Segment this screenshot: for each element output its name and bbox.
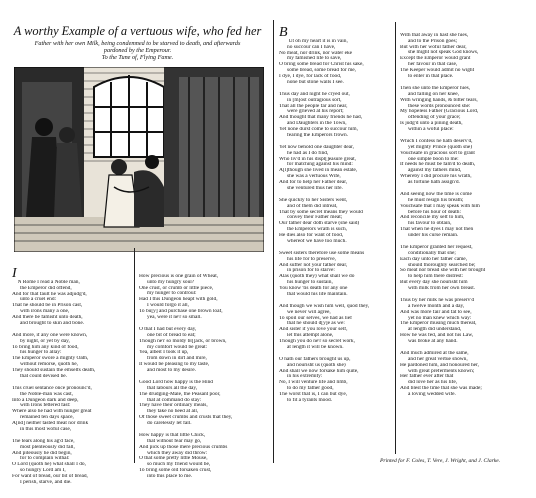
verse-line: that at command do stay: [147,397,202,403]
verse-line: were grieved at his report; [287,109,344,115]
verse-line: And there be famisht unto death, [12,315,83,321]
verse-line: she ventured thus her life. [287,185,343,191]
verse-line: To bu[y] and purchase one brown loaf, [139,309,223,315]
verse-line: A[l]though she lived in mean estate, [279,168,358,174]
verse-line: He pardoned him, and honoured her, [400,362,479,368]
drop-cap: I [12,265,17,281]
verse-line: we never will agree, [287,309,331,315]
verse-line: a loving wedded wife. [408,392,456,398]
verse-line: his hunger to allay: [20,350,62,356]
verse-line: that he should d[y]e as we: [287,321,345,327]
printer-imprint: Printed for F. Coles, T. Vere, J. Wright, and J. Clarke. [380,458,501,464]
subtitle-line: To the Tune of, Flying Fame. [101,54,174,61]
verse-line: to fit a tyrants mood. [287,398,333,404]
verse-line: With wringing hands, & bitter tears, [400,97,478,103]
woodcut-illustration [14,67,264,252]
verse-line: They have their ordinary meals, [139,403,208,409]
verse-line: by night, or yet by day, [20,338,70,344]
center-divider [273,20,274,463]
verse-line: No meat, nor drink, nor water eke [279,50,353,56]
verse-line: The Emperor granted her request, [400,244,473,250]
stanza-column-2 [139,262,271,492]
verse-line: in prison for to starve: [287,268,335,274]
verse-line: O hath our fathers brought us up, [279,356,351,362]
verse-line: And blest the time that she was made; [400,386,482,392]
verse-line: That he should be in Prison cast, [12,303,83,309]
ballad-subtitle [10,40,265,61]
verse-line: he had as I do find, [287,150,329,156]
verse-line: do carelessly let fall. [147,421,192,427]
verse-line: and falling on her knee, [408,91,460,97]
verse-line: to enter in that place. [408,74,454,80]
verse-line: Which I confess he hath deserv'd, [400,138,473,144]
verse-line: none but stone walls I see. [287,79,344,85]
verse-line: the Emperors wrath is such, [287,227,348,233]
verse-line: my comfort would be great: [147,344,208,350]
verse-line: To bring him any kind of food, [12,344,79,350]
verse-line: that labours all the day, [147,385,198,391]
verse-line: my hunger to controul: [147,291,197,297]
verse-line: was broke at any hand. [408,339,458,345]
verse-line: with great preferments known; [408,368,475,374]
verse-line: Our father dear doth starve (she said) [279,221,360,227]
verse-line: I dye, I dye, for lack of food, [279,74,342,80]
verse-line: How happy is that little Chick, [139,432,206,438]
verse-line: her favour in that case, [408,62,458,68]
verse-line: And thought that many friends he had, [279,115,363,121]
verse-line: And for that fault he was adjudg'd, [12,291,87,297]
verse-line: The drudging-Male, the Peasant poor, [139,391,221,397]
verse-line: Where also he had with hunger great [12,409,92,415]
verse-line: some bread, some bread for me, [287,68,357,74]
verse-line: my famished life to save, [287,56,342,62]
verse-line: let this attempt alone, [287,333,334,339]
verse-line: Alas (quoth they) what shall we do [279,274,355,280]
verse-line: Her father ever after that [400,374,454,380]
verse-line: That when he dyes I may not then [400,227,474,233]
verse-line: He dies also for want of food, [279,233,344,239]
stanza-column-1 [12,262,134,498]
verse-line: fearing the Emperors frown. [287,132,349,138]
verse-line: With that away in hast she hies, [400,32,469,38]
verse-line: yet no man knew which way: [408,315,472,321]
verse-line: convey their Father meat; [287,215,343,221]
verse-line: before his hour of death: [408,209,461,215]
ballad-title: A worthy Example of a vertuous wife, who fed her [13,24,262,38]
verse-line: for to complain withal: [20,456,70,462]
verse-line: Ut oh my heart it is in vain, [288,38,348,44]
verse-line: so hungry Lord am I, [20,468,66,474]
verse-line: To spoil our selves, we had as lief [279,315,352,321]
verse-line: that could devised be. [20,373,68,379]
verse-line: My hopeless Father (Gracious Lord, [400,109,479,115]
verse-line: at length it will be known. [287,345,344,351]
verse-line: The worst that is, I can but dye, [279,392,348,398]
verse-line: This cruel sentance once pronounc'd, [12,385,92,391]
verse-line: within a woful place: [408,127,454,133]
verse-line: and most to my desire. [147,368,196,374]
verse-line: his favour to obtain, [408,221,452,227]
verse-line: for matching against his mind: [287,162,353,168]
verse-line: Thus day and night he cryed out, [279,91,350,97]
verse-line: The Emperor musing much thereat, [400,321,477,327]
verse-line: to help him there distrest: [408,274,464,280]
verse-line: For want of bread, our bit of bread, [12,474,88,480]
verse-line: and brought to skin and bone. [20,320,85,326]
column-rule [134,248,135,463]
verse-line: Then she unto the Emperor hies, [400,85,471,91]
verse-line: Each day unto her father came, [400,256,468,262]
verse-line: and Daughters in the Town, [287,121,347,127]
verse-line: O bring some bread for Christ his sake, [279,62,364,68]
verse-line: The Emperor swore a mighty Oath, [12,356,89,362]
verse-line: Yea, albeit I took it up, [139,350,189,356]
verse-line: But with her woful father dear, [400,44,467,50]
verse-line: with irons many a one, [20,309,70,315]
verse-line: Into a Dungeon dark and deep, [12,397,79,403]
verse-line: And suffer not your father dear, [279,262,348,268]
verse-line: She quickly to her Sisters went, [279,197,348,203]
verse-line: into this place to me. [147,474,193,480]
verse-line: his life for to preserve, [287,256,336,262]
verse-line: offending of your grace; [408,115,461,121]
verse-line: Sweet sisters therefore use some means [279,250,365,256]
verse-line: yet mighty Prince (quoth she) [408,144,473,150]
verse-line: unto my hungry soul? [147,279,195,285]
verse-line: one simple boon to me: [408,156,459,162]
verse-line: How precious is one grain of Wheat, [139,273,219,279]
verse-line: no succour can I have, [287,44,336,50]
verse-line: as fortune hath assign'd. [408,180,460,186]
verse-line: without remorse, quoth he, [20,362,78,368]
verse-line: And was more fair and fat to see, [400,309,472,315]
verse-line: Thus by her milk he was preserv'd [400,297,475,303]
verse-line: Yet now behold one daughter dear, [279,144,354,150]
verse-line: Vouchsafe in gracious sort to grant [400,150,475,156]
verse-line: And much admired at the same, [400,350,469,356]
verse-line: Is judg'd unto a pining death, [400,121,463,127]
verse-line: at length did understand, [408,327,462,333]
verse-line: Vouchsafe that I may speak with him [400,203,480,209]
verse-line: And for to help her Father dear, [279,180,348,186]
verse-line: most plenteously did fall, [20,444,75,450]
verse-line: Whereby I did procure his wrath, [400,174,472,180]
verse-line: from down in dirt and mire, [147,356,207,362]
verse-line: he must resign his breath; [408,197,464,203]
verse-line: No, I will venture life and limb, [279,380,348,386]
verse-line: To bring some old forsaken crust, [139,468,212,474]
verse-line: And pick up those mere precious crumbs [139,444,228,450]
subtitle-line: pardoned by the Emperour. [103,47,172,54]
verse-line: And more, if any one were known, [12,332,88,338]
verse-line: You know 'tis death for any one [279,286,348,292]
verse-line: Though you do ne'r so secret work, [279,339,355,345]
drop-cap: B [279,24,288,40]
verse-line: the Noble-man was cast, [20,391,73,397]
verse-line: O Lord (quoth he) what shall I do, [12,462,86,468]
verse-line: and her great vertue shown, [408,356,468,362]
verse-line: And shall we now forsake him quite, [279,368,359,374]
subtitle-line: Father with her own Milk, being condemned to be starved to death, and afterwards [34,40,241,47]
verse-line: these words pronounced she: [408,103,471,109]
verse-line: Good Lord how happy is the Hind [139,379,213,385]
verse-line: And seeing now the time is come [400,191,472,197]
verse-line: with milk from her own breast. [408,286,476,292]
verse-line: Who liv'd in his displ[]easure great, [279,156,357,162]
verse-line: A[nd] neither tasted meat nor drink [12,421,89,427]
verse-line: remained ten days space, [20,415,74,421]
verse-line: conditionally that she; [408,250,456,256]
verse-line: Except the Emperor would grant [400,56,471,62]
verse-line: against my fathers mind, [408,168,462,174]
verse-line: But every day she nourisht him [400,280,468,286]
verse-line: I perish, starve, and die. [20,480,72,485]
verse-line: a twelve month and a day, [408,303,465,309]
verse-line: that would his life maintain. [287,292,348,298]
verse-line: and to the Prison goes; [408,38,458,44]
verse-line: Though ne'r so moldy bl[]ack, or brown, [139,338,227,344]
stanza-column-4 [400,21,532,410]
verse-line: Yet none durst come to succour him, [279,127,358,133]
verse-line: in this most woful case, [20,426,72,432]
verse-line: she was a vertuous Wife, [287,174,341,180]
column-rule [395,22,396,454]
verse-line: one bit of bread to eat; [147,332,196,338]
verse-line: That by some secret means they would [279,209,363,215]
verse-line: And sister if you love your self, [279,327,348,333]
verse-line: Of those sweet crumbs and crusts that they, [139,415,233,421]
verse-line: they take no heed at all, [147,409,199,415]
verse-line: did love her as his life, [408,380,458,386]
verse-line: N Rome I read a Noble man, [17,279,80,285]
verse-line: unto a cruel end: [20,297,57,303]
verse-line: in [m]ost outragious sort, [287,97,342,103]
verse-line: and nourisht us (quoth she) [287,362,346,368]
verse-line: They should sustain the emselfs death, [12,368,96,374]
verse-line: so much my friend would be, [147,462,211,468]
verse-line: The tears along his ag'd face, [12,438,75,444]
verse-line: to do my father good, [287,386,334,392]
verse-line: with Irons fettered fast: [20,403,71,409]
verse-line: I would forgo it all, [147,303,189,309]
verse-line: yea, were it ne'r so small. [147,315,202,321]
verse-line: One crust, or crumb or little piece, [139,285,214,291]
verse-line: The Keeper would admit no wight [400,68,475,74]
verse-line: Had I this Dungeon heapt with gold, [139,297,218,303]
verse-line: O that some pretty little Mouse, [139,456,208,462]
verse-line: should thoroughly searched be; [408,262,476,268]
verse-line: That all the people far and near, [279,103,348,109]
verse-line: How he was fed, and not his Law, [400,333,474,339]
verse-line: in his extremity: [287,374,323,380]
verse-line: under his curse remain. [408,233,459,239]
verse-line: whereof we have too much. [287,239,347,244]
verse-line: which they away did throw: [147,450,208,456]
verse-line: O that I had but every day, [139,326,197,332]
verse-line: his hunger to sustain, [287,280,333,286]
verse-line: she might not speak God knows, [408,50,479,56]
verse-line: that without fear may go, [147,438,202,444]
stanza-column-3 [279,21,393,416]
verse-line: And reconcile my self to him, [400,215,465,221]
verse-line: the Emperor did offend, [20,285,72,291]
verse-line: And piteously he did begin, [12,450,72,456]
verse-line: So meat nor bread she with her brought [400,268,486,274]
verse-line: and of them did intreat, [287,203,338,209]
verse-line: If needs he must be fam'd to death, [400,162,476,168]
verse-line: And though we wish him well, quod they, [279,303,370,309]
verse-line: It would be pleasing to my taste, [139,362,210,368]
